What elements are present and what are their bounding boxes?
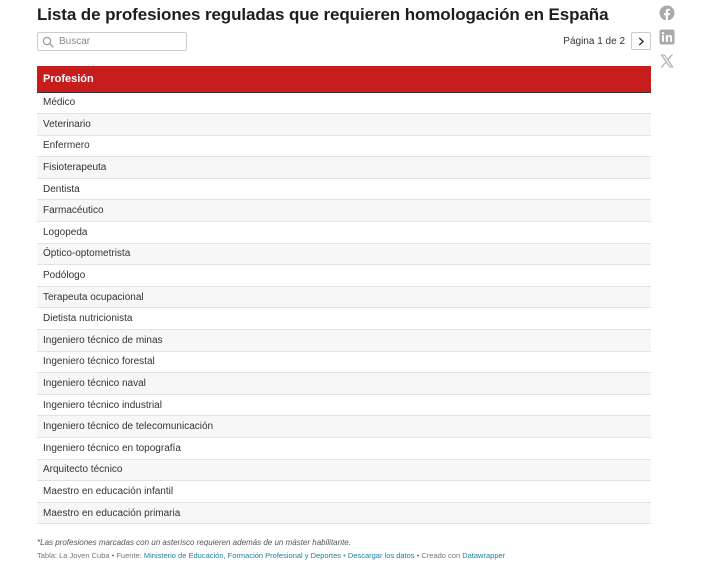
chevron-right-icon — [637, 37, 646, 46]
datawrapper-link[interactable]: Datawrapper — [462, 551, 506, 560]
table-cell: Arquitecto técnico — [37, 459, 651, 481]
professions-table — [37, 66, 651, 524]
table-row — [37, 243, 651, 265]
table-row — [37, 265, 651, 287]
facebook-icon — [659, 5, 675, 21]
share-x-button[interactable] — [659, 53, 675, 69]
table-row — [37, 135, 651, 157]
table-header-row — [37, 66, 651, 92]
table-row — [37, 481, 651, 503]
table-cell: Maestro en educación infantil — [37, 481, 651, 503]
table-cell: Ingeniero técnico de telecomunicación — [37, 416, 651, 438]
source-prefix: Tabla: La Joven Cuba • Fuente: — [37, 551, 144, 560]
separator: • — [341, 551, 348, 560]
table-cell: Logopeda — [37, 222, 651, 244]
table-row — [37, 502, 651, 524]
table-cell: Ingeniero técnico de minas — [37, 330, 651, 352]
table-cell: Enfermero — [37, 135, 651, 157]
table-cell: Dietista nutricionista — [37, 308, 651, 330]
share-facebook-button[interactable] — [659, 5, 675, 21]
table-cell: Ingeniero técnico industrial — [37, 394, 651, 416]
table-cell: Podólogo — [37, 265, 651, 287]
source-link[interactable]: Ministerio de Educación, Formación Profesional y Deportes — [143, 551, 342, 560]
table-row — [37, 416, 651, 438]
pagination — [563, 32, 651, 50]
table-row — [37, 222, 651, 244]
table-cell: Veterinario — [37, 114, 651, 136]
table-row — [37, 394, 651, 416]
column-header-profesion[interactable]: Profesión — [37, 66, 651, 92]
table-row — [37, 92, 651, 114]
linkedin-icon — [659, 29, 675, 45]
table-cell: Farmacéutico — [37, 200, 651, 222]
table-cell: Médico — [37, 92, 651, 114]
table-cell: Ingeniero técnico naval — [37, 373, 651, 395]
table-cell: Maestro en educación primaria — [37, 502, 651, 524]
table-row — [37, 200, 651, 222]
table-row — [37, 308, 651, 330]
search-input[interactable] — [59, 36, 179, 47]
share-linkedin-button[interactable] — [659, 29, 675, 45]
table-cell: Fisioterapeuta — [37, 157, 651, 179]
table-row — [37, 178, 651, 200]
table-row — [37, 459, 651, 481]
table-row — [37, 438, 651, 460]
table-row — [37, 114, 651, 136]
table-row — [37, 157, 651, 179]
table-row — [37, 330, 651, 352]
x-icon — [659, 53, 675, 69]
created-with-label: • Creado con — [414, 551, 463, 560]
table-row — [37, 286, 651, 308]
search-icon — [42, 36, 54, 48]
footnote: *Las profesiones marcadas con un asterisco requieren además de un máster habilitante. — [37, 538, 351, 547]
table-cell: Óptico-optometrista — [37, 243, 651, 265]
next-page-button[interactable] — [631, 32, 651, 50]
table-cell: Ingeniero técnico en topografía — [37, 438, 651, 460]
table-cell: Dentista — [37, 178, 651, 200]
table-row — [37, 373, 651, 395]
search-box[interactable] — [37, 32, 187, 51]
download-data-link[interactable]: Descargar los datos — [347, 551, 415, 560]
table-cell: Terapeuta ocupacional — [37, 286, 651, 308]
source-credits — [37, 551, 505, 560]
page-title: Lista de profesiones reguladas que requieren homologación en España — [37, 5, 609, 24]
table-cell: Ingeniero técnico forestal — [37, 351, 651, 373]
table-row — [37, 351, 651, 373]
pagination-label: Página 1 de 2 — [563, 35, 625, 47]
